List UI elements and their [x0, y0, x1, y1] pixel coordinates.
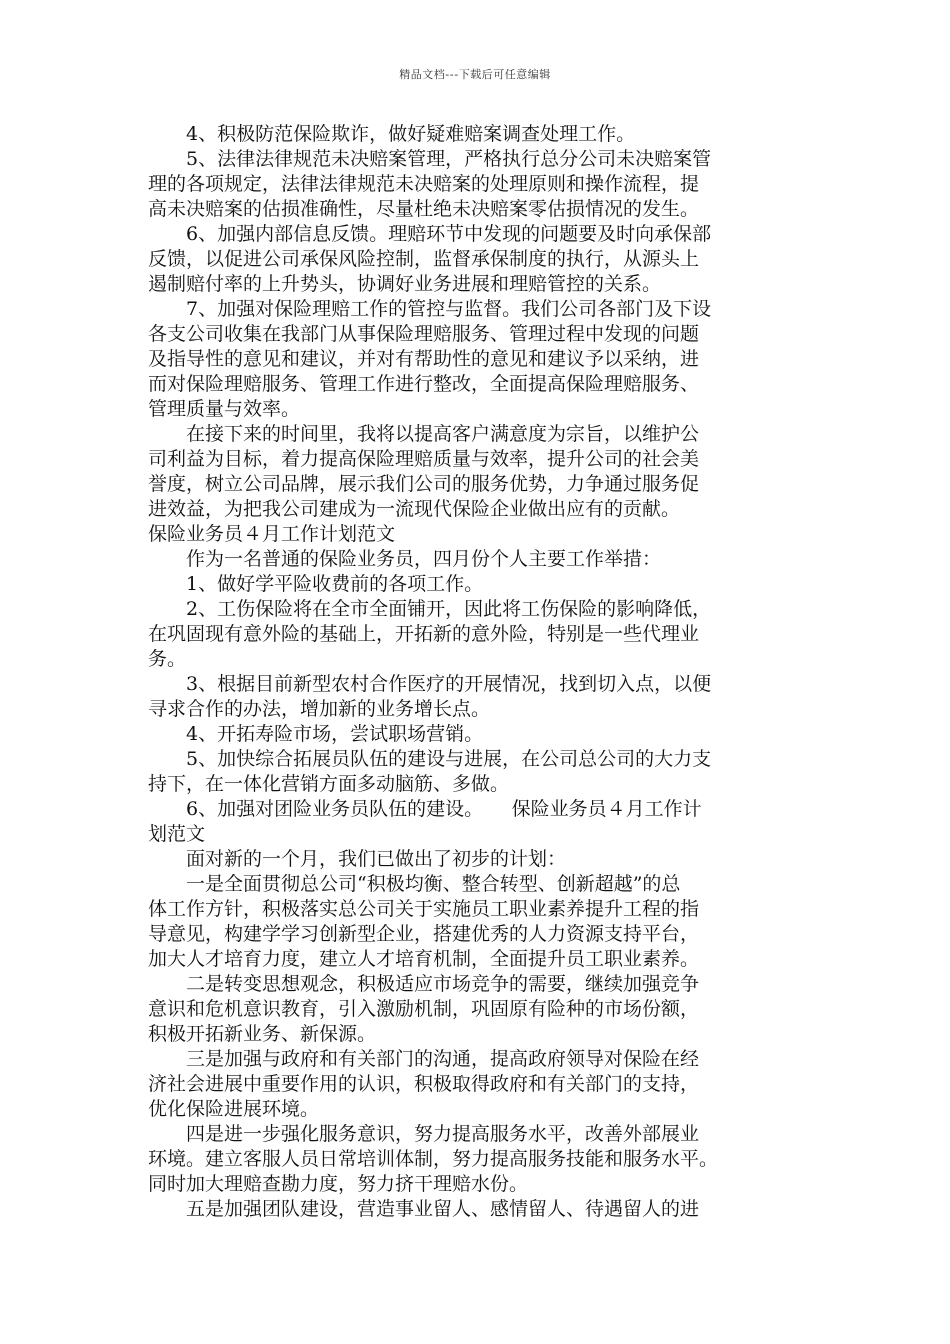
text-line: 4、积极防范保险欺诈，做好疑难赔案调查处理工作。 — [186, 123, 636, 145]
text-line: 7、加强对保险理赔工作的管控与监督。我们公司各部门及下设 — [186, 298, 712, 320]
text-line: 高未决赔案的估损准确性，尽量杜绝未决赔案零估损情况的发生。 — [148, 198, 700, 220]
text-line: 优化保险进展环境。 — [148, 1098, 320, 1120]
document-body — [148, 122, 808, 1222]
text-line: 1、做好学平险收费前的各项工作。 — [186, 573, 484, 595]
text-line: 寻求合作的办法，增加新的业务增长点。 — [148, 698, 491, 720]
text-line: 一是全面贯彻总公司“积极均衡、整合转型、创新超越”的总 — [186, 873, 681, 895]
text-line: 体工作方针，积极落实总公司关于实施员工职业素养提升工程的指 — [148, 898, 700, 920]
text-line: 作为一名普通的保险业务员，四月份个人主要工作举措： — [186, 548, 662, 570]
text-line: 5、加快综合拓展员队伍的建设与进展，在公司总公司的大力支 — [186, 748, 712, 770]
text-line: 而对保险理赔服务、管理工作进行整改，全面提高保险理赔服务、 — [148, 373, 700, 395]
text-line: 环境。建立客服人员日常培训体制，努力提高服务技能和服务水平。 — [148, 1148, 719, 1170]
text-line: 意识和危机意识教育，引入激励机制，巩固原有险种的市场份额， — [148, 998, 700, 1020]
text-line: 在接下来的时间里，我将以提高客户满意度为宗旨，以维护公 — [186, 423, 700, 445]
page-header: 精品文档---下载后可任意编辑 — [399, 68, 551, 81]
text-line: 进效益，为把我公司建成为一流现代保险企业做出应有的贡献。 — [148, 498, 681, 520]
text-line: 三是加强与政府和有关部门的沟通，提高政府领导对保险在经 — [186, 1048, 700, 1070]
text-line: 务。 — [148, 648, 187, 670]
text-line: 6、加强内部信息反馈。理赔环节中发现的问题要及时向承保部 — [186, 223, 712, 245]
text-line: 加大人才培育力度，建立人才培育机制，全面提升员工职业素养。 — [148, 948, 700, 970]
text-line: 积极开拓新业务、新保源。 — [148, 1023, 377, 1045]
text-line: 遏制赔付率的上升势头，协调好业务进展和理赔管控的关系。 — [148, 273, 662, 295]
text-line: 5、法律法律规范未决赔案管理，严格执行总分公司未决赔案管 — [186, 148, 712, 170]
text-line: 二是转变思想观念，积极适应市场竞争的需要，继续加强竞争 — [186, 973, 700, 995]
text-line: 6、加强对团险业务员队伍的建设。 保险业务员４月工作计 — [186, 798, 702, 820]
text-line: 3、根据目前新型农村合作医疗的开展情况，找到切入点，以便 — [186, 673, 712, 695]
text-line: 五是加强团队建设，营造事业留人、感情留人、待遇留人的进 — [186, 1198, 700, 1220]
text-line: 济社会进展中重要作用的认识，积极取得政府和有关部门的支持， — [148, 1073, 700, 1095]
text-line: 各支公司收集在我部门从事保险理赔服务、管理过程中发现的问题 — [148, 323, 700, 345]
text-line: 司利益为目标，着力提高保险理赔质量与效率，提升公司的社会美 — [148, 448, 700, 470]
text-line: 4、开拓寿险市场，尝试职场营销。 — [186, 723, 484, 745]
text-line: 2、工伤保险将在全市全面铺开，因此将工伤保险的影响降低， — [186, 598, 712, 620]
text-line: 管理质量与效率。 — [148, 398, 301, 420]
text-line: 同时加大理赔查勘力度，努力挤干理赔水份。 — [148, 1173, 529, 1195]
text-line: 及指导性的意见和建议，并对有帮助性的意见和建议予以采纳，进 — [148, 348, 700, 370]
text-line: 划范文 — [148, 823, 206, 845]
text-line: 反馈，以促进公司承保风险控制，监督承保制度的执行，从源头上 — [148, 248, 700, 270]
text-line: 导意见，构建学学习创新型企业，搭建优秀的人力资源支持平台， — [148, 923, 700, 945]
text-line: 面对新的一个月，我们已做出了初步的计划： — [186, 848, 567, 870]
text-line: 誉度，树立公司品牌，展示我们公司的服务优势，力争通过服务促 — [148, 473, 700, 495]
text-line: 保险业务员４月工作计划范文 — [148, 523, 396, 545]
text-line: 持下，在一体化营销方面多动脑筋、多做。 — [148, 773, 510, 795]
text-line: 理的各项规定，法律法律规范未决赔案的处理原则和操作流程，提 — [148, 173, 700, 195]
text-line: 在巩固现有意外险的基础上，开拓新的意外险，特别是一些代理业 — [148, 623, 700, 645]
text-line: 四是进一步强化服务意识，努力提高服务水平，改善外部展业 — [186, 1123, 700, 1145]
